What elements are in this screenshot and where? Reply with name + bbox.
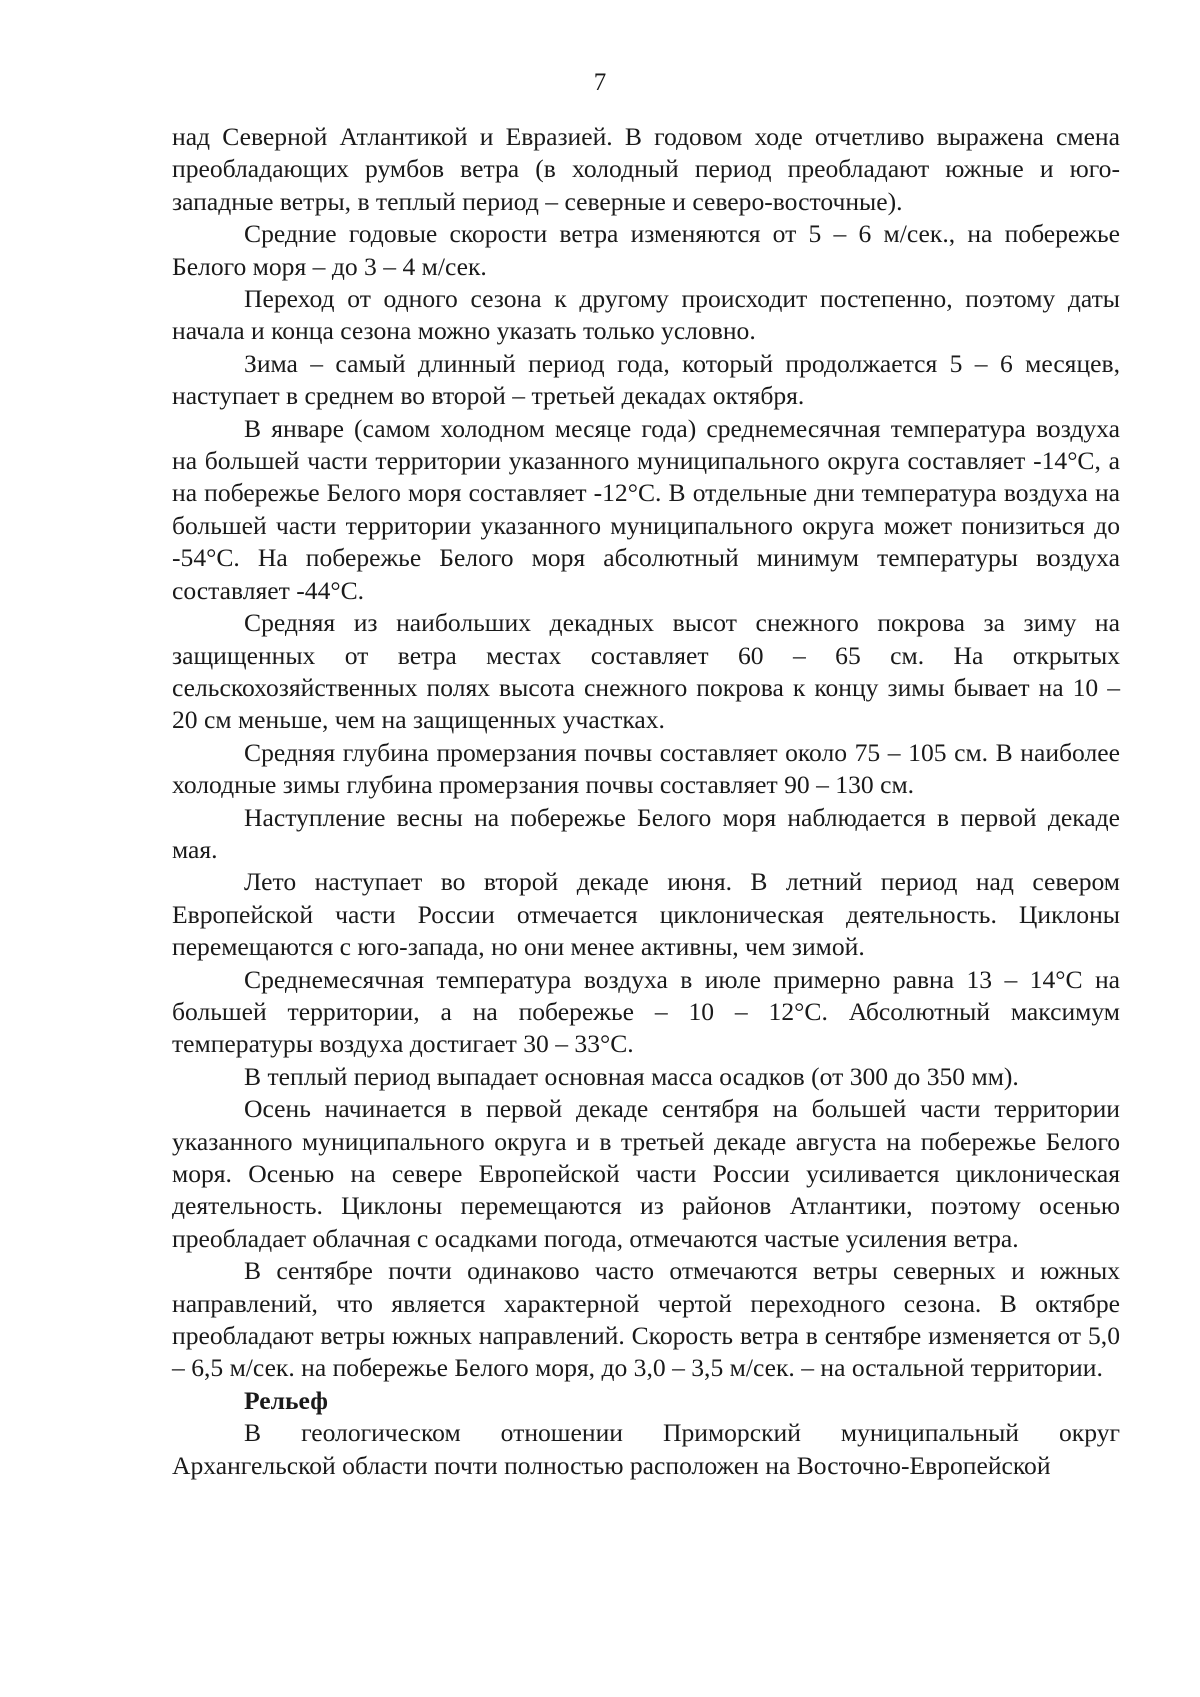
paragraph-precipitation: В теплый период выпадает основная масса осадков (от 300 до 350 мм). xyxy=(244,1061,1019,1091)
paragraph-snow-cover: Средняя из наибольших декадных высот снежного покрова за зиму на защищенных от ветра местах составляет 60 – 65 см. На открытых сельскохозяйственных полях высота снежного покрова к концу зимы бывает на 10 – 20 см меньше, чем на защищенных участках. xyxy=(172,608,1120,735)
paragraph-continuation: над Северной Атлантикой и Евразией. В годовом ходе отчетливо выражена смена преобладающих румбов ветра (в холодный период преобладают южные и юго-западные ветры, в теплый период – северные и северо-восточные). xyxy=(172,122,1120,216)
paragraph-july-temperature: Среднемесячная температура воздуха в июле примерно равна 13 – 14°С на большей территории, а на побережье – 10 – 12°С. Абсолютный максимум температуры воздуха достигает 30 – 33°С. xyxy=(172,964,1120,1059)
paragraph-autumn: Осень начинается в первой декаде сентября на большей части территории указанного муниципального округа и в третьей декаде августа на побережье Белого моря. Осенью на севере Европейской части России усиливается циклоническая деятельность. Циклоны перемещаются из районов Атлантики, поэтому осенью преобладает облачная с осадками погода, отмечаются частые усиления ветра. xyxy=(172,1094,1120,1253)
paragraph-january-temperature: В январе (самом холодном месяце года) среднемесячная температура воздуха на большей части территории указанного муниципального округа составляет -14°С, а на побережье Белого моря составляет -12°С. В отдельные дни температура воздуха на большей части территории указанного муниципального округа может понизиться до -54°С. На побережье Белого моря абсолютный минимум температуры воздуха составляет -44°С. xyxy=(172,413,1120,605)
paragraph-wind-speed: Средние годовые скорости ветра изменяются от 5 – 6 м/сек., на побережье Белого моря – до 3 – 4 м/сек. xyxy=(172,219,1120,281)
paragraph-geology: В геологическом отношении Приморский муниципальный округ Архангельской области почти полностью расположен на Восточно-Европейской xyxy=(172,1418,1120,1480)
paragraph-september-winds: В сентябре почти одинаково часто отмечаются ветры северных и южных направлений, что является характерной чертой переходного сезона. В октябре преобладают ветры южных направлений. Скорость ветра в сентябре изменяется от 5,0 – 6,5 м/сек. на побережье Белого моря, до 3,0 – 3,5 м/сек. – на остальной территории. xyxy=(172,1256,1120,1383)
paragraph-winter: Зима – самый длинный период года, который продолжается 5 – 6 месяцев, наступает в среднем во второй – третьей декадах октября. xyxy=(172,348,1120,411)
page-number: 7 xyxy=(593,69,607,96)
paragraph-spring: Наступление весны на побережье Белого моря наблюдается в первой декаде мая. xyxy=(172,802,1120,864)
paragraph-summer: Лето наступает во второй декаде июня. В летний период над севером Европейской части России отмечается циклоническая деятельность. Циклоны перемещаются с юго-запада, но они менее активны, чем зимой. xyxy=(172,867,1120,962)
paragraph-soil-freezing: Средняя глубина промерзания почвы составляет около 75 – 105 см. В наиболее холодные зимы глубина промерзания почвы составляет 90 – 130 см. xyxy=(172,737,1120,800)
paragraph-season-transition: Переход от одного сезона к другому происходит постепенно, поэтому даты начала и конца сезона можно указать только условно. xyxy=(172,284,1120,346)
section-heading-relief: Рельеф xyxy=(244,1385,328,1415)
body-text xyxy=(172,121,1120,1482)
